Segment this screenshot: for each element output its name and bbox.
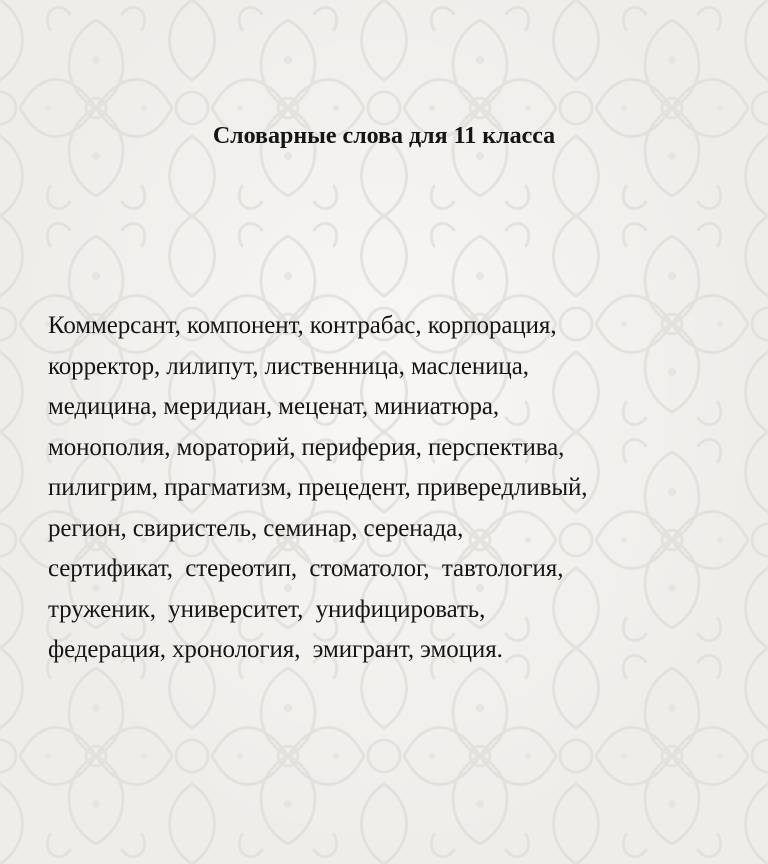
word-list-line: Коммерсант, компонент, контрабас, корпорация, [48, 312, 557, 339]
word-list-line: труженик, университет, унифицировать, [48, 595, 486, 623]
word-list-line: корректор, лилипут, лиственница, масленица, [48, 352, 529, 380]
word-list-paragraph [48, 306, 760, 671]
word-list-line: пилигрим, прагматизм, прецедент, привередливый, [48, 474, 588, 501]
page-title: Словарные слова для 11 класса [212, 123, 556, 149]
word-list-line: монополия, мораторий, периферия, перспектива, [48, 433, 565, 461]
word-list-line: регион, свиристель, семинар, серенада, [48, 514, 464, 542]
word-list-line: сертификат, стереотип, стоматолог, тавтология, [48, 555, 564, 582]
word-list-line: федерация, хронология, эмигрант, эмоция. [48, 636, 503, 663]
word-list-line: медицина, меридиан, меценат, миниатюра, [48, 393, 500, 420]
